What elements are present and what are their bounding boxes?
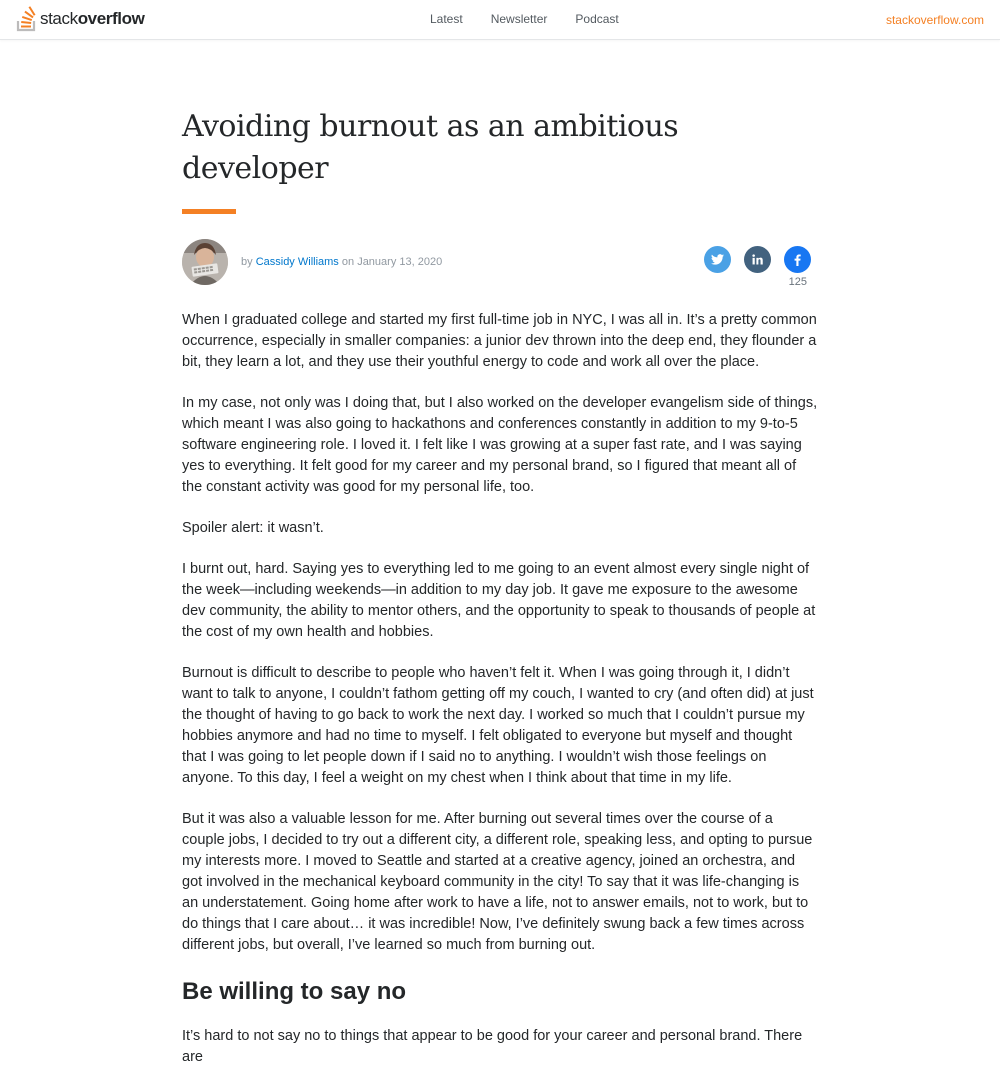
logo-word-light: stack [40,9,78,28]
byline [241,256,442,268]
paragraph: But it was also a valuable lesson for me. After burning out several times over the course of a couple jobs, I decided to try out a different city, a different role, speaking less, and opting to pursue my interests more. I moved to Seattle and started at a creative agency, joined an orchestra, and got involved in the mechanical keyboard community in the city! To say that it was life-changing is an understatement. Going home after work to have a life, not to answer emails, not to work, but to do things that I care about… it was incredible! Now, I’ve definitely swung back a few times across different jobs, but overall, I’ve learned so much from burning out. [182,811,813,953]
author-avatar[interactable] [182,239,228,285]
nav-link-podcast[interactable]: Podcast [575,12,619,26]
facebook-icon [794,254,801,266]
stackoverflow-logo-icon [16,6,38,32]
nav-link-newsletter[interactable]: Newsletter [490,12,548,26]
paragraph-partial: It’s hard to not say no to things that appear to be good for your career and personal brand. There are [182,1028,803,1065]
stackoverflow-logo[interactable] [16,6,144,32]
avatar-image [182,239,228,285]
publish-date: January 13, 2020 [357,256,443,268]
byline-row [182,239,818,299]
paragraph: When I graduated college and started my first full-time job in NYC, I was all in. It’s a pretty common occurrence, especially in smaller companies: a junior dev thrown into the deep end, they flounder a bit, they learn a lot, and they use their youthful energy to code and work all over the place. [182,312,817,370]
logo-word-bold: overflow [77,9,145,28]
byline-prefix: by [241,256,253,268]
byline-on: on [341,256,355,268]
article [182,106,818,1068]
share-count: 125 [788,276,807,288]
linkedin-icon [752,254,763,265]
title-accent-bar [182,209,236,214]
share-buttons [691,246,811,273]
author-link[interactable]: Cassidy Williams [255,256,339,268]
logo-wordmark [40,9,144,29]
section-heading: Be willing to say no [182,978,407,1005]
paragraph: Spoiler alert: it wasn’t. [182,520,324,536]
twitter-share-button[interactable] [704,246,731,273]
top-navigation-bar [0,0,1000,40]
article-title: Avoiding burnout as an ambitious developer [182,109,679,186]
article-body [182,310,818,1068]
nav-link-latest[interactable]: Latest [430,12,463,26]
paragraph: I burnt out, hard. Saying yes to everything led to me going to an event almost every single night of the week—including weekends—in addition to my day job. It gave me exposure to the awesome dev community, the ability to mentor others, and the opportunity to speak to thousands of people at the cost of my own health and hobbies. [182,561,816,640]
linkedin-share-button[interactable] [744,246,771,273]
main-nav [430,12,647,26]
paragraph: In my case, not only was I doing that, but I also worked on the developer evangelism side of things, which meant I was also going to hackathons and conferences constantly in addition to my 9-to-5 software engineering role. I loved it. I felt like I was growing at a super fast rate, and I was saying yes to everything. It felt good for my career and my personal brand, so I figured that meant all of the constant activity was good for my personal life, too. [182,395,818,495]
twitter-icon [711,254,724,265]
paragraph: Burnout is difficult to describe to people who haven’t felt it. When I was going through it, I didn’t want to talk to anyone, I couldn’t fathom getting off my couch, I wanted to cry (and often did) at just the thought of having to go back to work the next day. I worked so much that I couldn’t pursue my hobbies anymore and had no time to myself. I felt obligated to everyone but myself and thought that I was going to let people down if I said no to anything. I wouldn’t wish those feelings on anyone. To this day, I feel a weight on my chest when I think about that time in my life. [182,665,814,786]
stackoverflow-site-link[interactable]: stackoverflow.com [885,13,984,27]
facebook-share-button[interactable] [784,246,811,273]
